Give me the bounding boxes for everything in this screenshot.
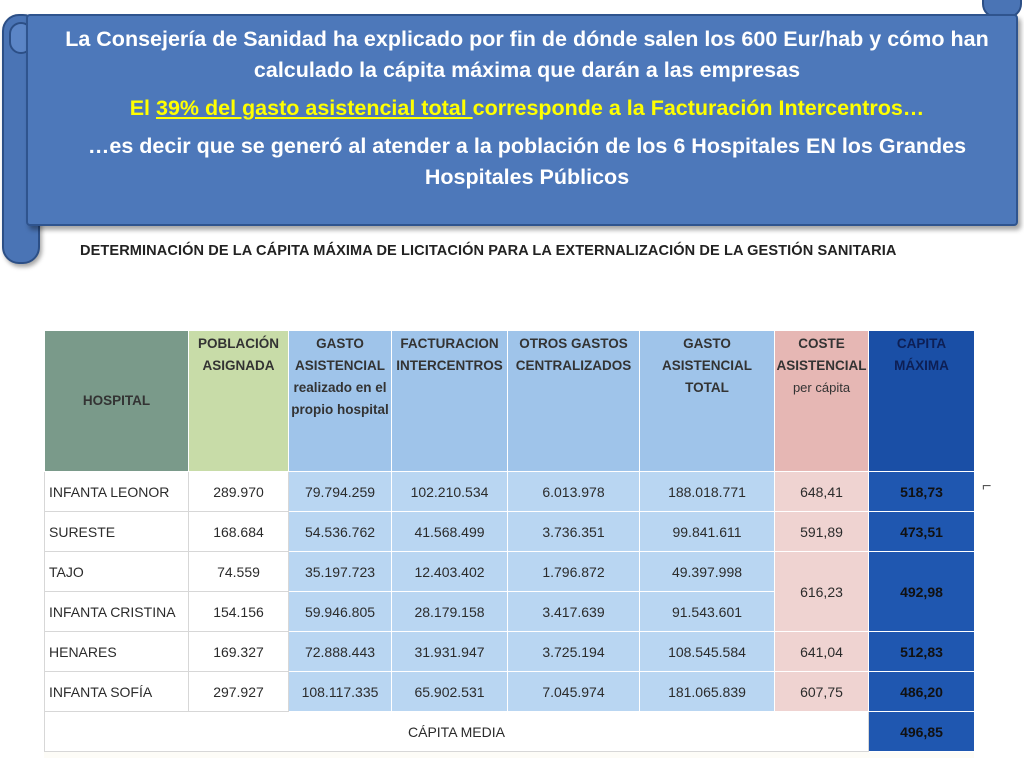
cell-gasto-total: 49.397.998 bbox=[640, 552, 775, 592]
cell-otros-gastos: 3.417.639 bbox=[508, 592, 640, 632]
header-coste bbox=[775, 331, 869, 472]
cell-gasto-propio: 79.794.259 bbox=[289, 472, 392, 512]
cell-facturacion: 31.931.947 bbox=[392, 632, 508, 672]
cell-capita: 518,73 bbox=[869, 472, 975, 512]
cell-capita: 512,83 bbox=[869, 632, 975, 672]
banner-highlight-prefix: El bbox=[129, 96, 156, 120]
cell-otros-gastos: 6.013.978 bbox=[508, 472, 640, 512]
cell-facturacion: 28.179.158 bbox=[392, 592, 508, 632]
table-row bbox=[45, 512, 975, 552]
cell-gasto-propio: 59.946.805 bbox=[289, 592, 392, 632]
cell-poblacion: 74.559 bbox=[189, 552, 289, 592]
cell-gasto-propio: 35.197.723 bbox=[289, 552, 392, 592]
cell-capita-merged: 492,98 bbox=[869, 552, 975, 632]
header-facturacion: FACTURACION INTERCENTROS bbox=[392, 331, 508, 472]
cell-otros-gastos: 1.796.872 bbox=[508, 552, 640, 592]
cell-hospital: INFANTA LEONOR bbox=[45, 472, 189, 512]
header-hospital: HOSPITAL bbox=[45, 331, 189, 472]
table-row bbox=[45, 552, 975, 592]
cell-gasto-propio: 54.536.762 bbox=[289, 512, 392, 552]
cell-facturacion: 65.902.531 bbox=[392, 672, 508, 712]
capita-media-value: 496,85 bbox=[869, 712, 975, 752]
cell-coste: 591,89 bbox=[775, 512, 869, 552]
banner-highlight-underlined: 39% del gasto asistencial total bbox=[156, 96, 473, 120]
cell-poblacion: 289.970 bbox=[189, 472, 289, 512]
banner-intro: La Consejería de Sanidad ha explicado por fin de dónde salen los 600 Eur/hab y cómo han calculado la cápita máxima que darán a las empresas bbox=[65, 27, 989, 82]
cell-facturacion: 12.403.402 bbox=[392, 552, 508, 592]
headline-banner bbox=[26, 14, 1018, 226]
cell-capita: 486,20 bbox=[869, 672, 975, 712]
header-poblacion: POBLACIÓN ASIGNADA bbox=[189, 331, 289, 472]
cell-hospital: TAJO bbox=[45, 552, 189, 592]
handwritten-arrow-icon: ⌐ bbox=[982, 478, 992, 495]
cell-facturacion: 102.210.534 bbox=[392, 472, 508, 512]
document-title: DETERMINACIÓN DE LA CÁPITA MÁXIMA DE LICITACIÓN PARA LA EXTERNALIZACIÓN DE LA GESTIÓN SANITARIA bbox=[80, 242, 897, 259]
banner-conclusion: …es decir que se generó al atender a la población de los 6 Hospitales EN los Grandes Hospitales Públicos bbox=[87, 134, 967, 189]
cell-gasto-total: 181.065.839 bbox=[640, 672, 775, 712]
header-otros-gastos: OTROS GASTOS CENTRALIZADOS bbox=[508, 331, 640, 472]
cell-otros-gastos: 3.736.351 bbox=[508, 512, 640, 552]
table-row bbox=[45, 472, 975, 512]
table-sheet bbox=[44, 330, 974, 758]
cell-hospital: HENARES bbox=[45, 632, 189, 672]
capita-media-label: CÁPITA MEDIA bbox=[45, 712, 869, 752]
cell-gasto-total: 108.545.584 bbox=[640, 632, 775, 672]
table-row bbox=[45, 672, 975, 712]
cell-hospital: SURESTE bbox=[45, 512, 189, 552]
cell-hospital: INFANTA CRISTINA bbox=[45, 592, 189, 632]
cell-poblacion: 169.327 bbox=[189, 632, 289, 672]
table-footer-row bbox=[45, 712, 975, 752]
table-row bbox=[45, 632, 975, 672]
banner-highlight bbox=[54, 93, 1000, 124]
header-coste-sub: per cápita bbox=[792, 380, 851, 395]
header-gasto-total: GASTO ASISTENCIAL TOTAL bbox=[640, 331, 775, 472]
header-gasto-propio: GASTO ASISTENCIAL realizado en el propio hospital bbox=[289, 331, 392, 472]
cell-gasto-total: 99.841.611 bbox=[640, 512, 775, 552]
cell-hospital: INFANTA SOFÍA bbox=[45, 672, 189, 712]
cell-coste: 641,04 bbox=[775, 632, 869, 672]
cell-otros-gastos: 3.725.194 bbox=[508, 632, 640, 672]
banner-highlight-suffix: corresponde a la Facturación Intercentros… bbox=[472, 96, 925, 120]
header-coste-label: COSTE ASISTENCIAL bbox=[776, 336, 867, 373]
cell-coste-merged: 616,23 bbox=[775, 552, 869, 632]
cell-otros-gastos: 7.045.974 bbox=[508, 672, 640, 712]
cell-coste: 607,75 bbox=[775, 672, 869, 712]
table-header-row bbox=[45, 331, 975, 472]
cell-gasto-propio: 72.888.443 bbox=[289, 632, 392, 672]
cell-gasto-propio: 108.117.335 bbox=[289, 672, 392, 712]
header-capita: CAPITA MÁXIMA bbox=[869, 331, 975, 472]
cell-capita: 473,51 bbox=[869, 512, 975, 552]
capita-table bbox=[44, 330, 975, 752]
cell-coste: 648,41 bbox=[775, 472, 869, 512]
cell-facturacion: 41.568.499 bbox=[392, 512, 508, 552]
cell-gasto-total: 188.018.771 bbox=[640, 472, 775, 512]
cell-poblacion: 168.684 bbox=[189, 512, 289, 552]
cell-gasto-total: 91.543.601 bbox=[640, 592, 775, 632]
cell-poblacion: 297.927 bbox=[189, 672, 289, 712]
cell-poblacion: 154.156 bbox=[189, 592, 289, 632]
